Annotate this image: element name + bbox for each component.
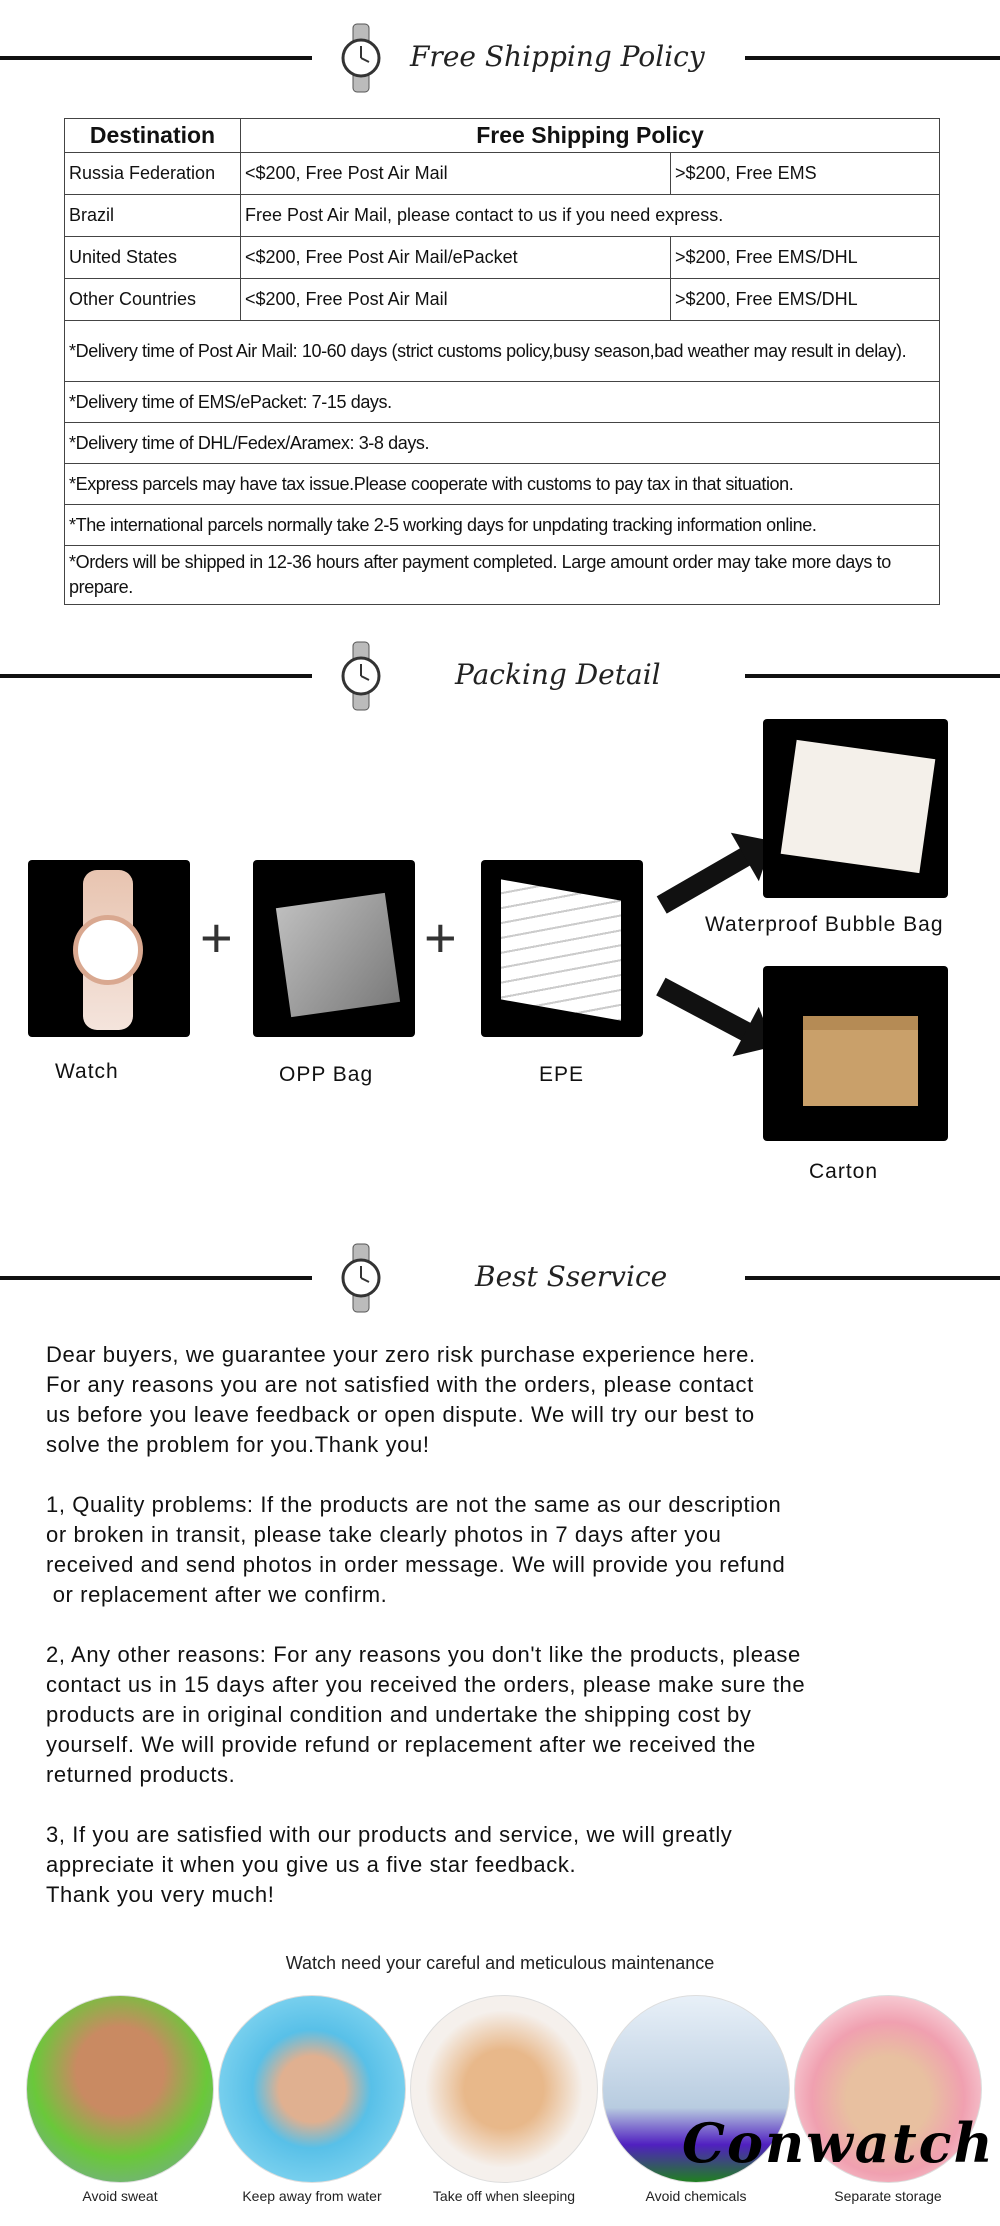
watch-icon bbox=[325, 1242, 395, 1314]
service-paragraph: 2, Any other reasons: For any reasons you don't like the products, please contact us in 15 days after you received the orders, please make sure the products are in original condition and undertake the shipping cost by yourself. We will provide refund or replacement after we received the returned products. bbox=[46, 1642, 806, 1787]
section-header-service bbox=[0, 1238, 1000, 1318]
avoid-sweat-image bbox=[26, 1995, 214, 2183]
arrow-icon bbox=[656, 978, 754, 1043]
table-row bbox=[65, 237, 940, 279]
watch-icon bbox=[325, 640, 395, 712]
section-header-shipping bbox=[0, 18, 1000, 98]
note-row: *Delivery time of EMS/ePacket: 7-15 days. bbox=[65, 382, 940, 423]
watch-icon bbox=[325, 22, 395, 94]
shipping-policy-table bbox=[64, 118, 940, 605]
caption-bubble-bag: Waterproof Bubble Bag bbox=[705, 913, 944, 936]
cell-policy: Free Post Air Mail, please contact to us if you need express. bbox=[241, 195, 940, 237]
divider bbox=[0, 56, 312, 60]
table-row bbox=[65, 195, 940, 237]
service-text bbox=[46, 1340, 976, 1910]
note-row: *Delivery time of DHL/Fedex/Aramex: 3-8 days. bbox=[65, 423, 940, 464]
maintenance-title: Watch need your careful and meticulous maintenance bbox=[285, 1953, 715, 1973]
note-row: *Express parcels may have tax issue.Please cooperate with customs to pay tax in that situation. bbox=[65, 464, 940, 505]
watch-image bbox=[28, 860, 190, 1037]
header-policy: Free Shipping Policy bbox=[241, 119, 940, 153]
epe-image bbox=[481, 860, 643, 1037]
opp-bag-image bbox=[253, 860, 415, 1037]
caption-chemicals: Avoid chemicals bbox=[645, 2188, 747, 2204]
service-paragraph: Dear buyers, we guarantee your zero risk purchase experience here. For any reasons you are not satisfied with the orders, please contact us before you leave feedback or open dispute. We will try our best to solve the problem for you.Thank you! bbox=[46, 1342, 756, 1457]
table-row bbox=[65, 279, 940, 321]
caption-epe: EPE bbox=[539, 1063, 585, 1086]
caption-avoid-water: Keep away from water bbox=[242, 2188, 382, 2204]
cell-over: >$200, Free EMS bbox=[671, 153, 940, 195]
cell-under: <$200, Free Post Air Mail/ePacket bbox=[241, 237, 671, 279]
cell-destination: Other Countries bbox=[65, 279, 241, 321]
section-title: Best Sservice bbox=[475, 1260, 668, 1293]
caption-carton: Carton bbox=[809, 1160, 879, 1183]
service-paragraph: 3, If you are satisfied with our products and service, we will greatly appreciate it when you give us a five star feedback. Thank you very much! bbox=[46, 1822, 733, 1907]
section-title: Free Shipping Policy bbox=[410, 40, 705, 73]
divider bbox=[745, 56, 1000, 60]
caption-sleeping: Take off when sleeping bbox=[432, 2188, 576, 2204]
arrow-icon bbox=[657, 846, 754, 913]
avoid-water-image bbox=[218, 1995, 406, 2183]
cell-destination: United States bbox=[65, 237, 241, 279]
cell-under: <$200, Free Post Air Mail bbox=[241, 153, 671, 195]
cell-over: >$200, Free EMS/DHL bbox=[671, 279, 940, 321]
section-title: Packing Detail bbox=[455, 658, 661, 691]
divider bbox=[0, 1276, 312, 1280]
divider bbox=[745, 1276, 1000, 1280]
conwatch-logo: Conwatch bbox=[682, 2111, 995, 2175]
note-row: *The international parcels normally take 2-5 working days for unpdating tracking information online. bbox=[65, 505, 940, 546]
bubble-bag-image bbox=[763, 719, 948, 898]
divider bbox=[0, 674, 312, 678]
header-destination: Destination bbox=[65, 119, 241, 153]
cell-over: >$200, Free EMS/DHL bbox=[671, 237, 940, 279]
cell-under: <$200, Free Post Air Mail bbox=[241, 279, 671, 321]
plus-sign: + bbox=[424, 906, 457, 969]
plus-sign: + bbox=[200, 906, 233, 969]
carton-image bbox=[763, 966, 948, 1141]
caption-avoid-sweat: Avoid sweat bbox=[82, 2188, 158, 2204]
cell-destination: Brazil bbox=[65, 195, 241, 237]
note-row: *Delivery time of Post Air Mail: 10-60 days (strict customs policy,busy season,bad weather may result in delay). bbox=[65, 321, 940, 382]
service-paragraph: 1, Quality problems: If the products are not the same as our description or broken in transit, please take clearly photos in 7 days after you received and send photos in order message. We will provide you refund or replacement after we confirm. bbox=[46, 1492, 786, 1607]
caption-watch: Watch bbox=[55, 1060, 119, 1083]
caption-opp-bag: OPP Bag bbox=[279, 1063, 374, 1086]
cell-destination: Russia Federation bbox=[65, 153, 241, 195]
section-header-packing bbox=[0, 636, 1000, 716]
note-row: *Orders will be shipped in 12-36 hours after payment completed. Large amount order may take more days to prepare. bbox=[65, 546, 940, 605]
caption-storage: Separate storage bbox=[834, 2188, 942, 2204]
divider bbox=[745, 674, 1000, 678]
take-off-sleeping-image bbox=[410, 1995, 598, 2183]
table-row bbox=[65, 153, 940, 195]
